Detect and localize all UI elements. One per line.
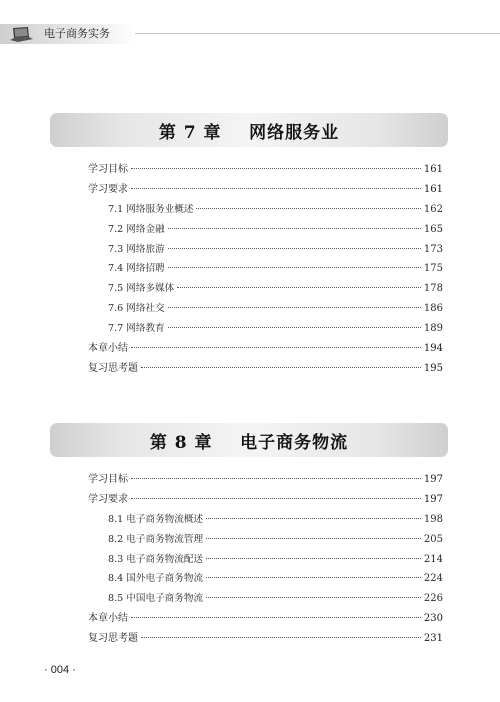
toc-entry[interactable] [88, 490, 443, 510]
toc-entry[interactable] [88, 339, 443, 359]
toc-entry-label: 7.7 网络教育 [108, 323, 165, 335]
toc-entry-page: 194 [423, 343, 443, 355]
toc-entry[interactable] [88, 160, 443, 180]
toc-entry-page: 214 [423, 553, 443, 565]
toc-entry[interactable] [88, 510, 443, 530]
toc-entry-page: 189 [423, 323, 443, 335]
chapter-7-title: 第 7 章 网络服务业 [158, 122, 340, 143]
chapter-7-toc [88, 160, 443, 379]
toc-entry-label: 学习目标 [88, 474, 128, 485]
toc-entry-label: 7.5 网络多媒体 [108, 283, 175, 295]
toc-entry-page: 197 [423, 493, 443, 505]
dot-leader [131, 188, 421, 189]
dot-leader [168, 228, 421, 229]
dot-leader [168, 248, 421, 249]
dot-leader [131, 168, 421, 169]
toc-entry-page: 173 [423, 243, 443, 255]
toc-entry-page: 165 [423, 223, 443, 235]
page-number: · 004 · [44, 664, 76, 676]
toc-entry-page: 161 [423, 183, 443, 195]
dot-leader [206, 577, 421, 578]
toc-entry-page: 230 [423, 613, 443, 625]
running-header [0, 20, 500, 46]
dot-leader [141, 367, 421, 368]
dot-leader [196, 208, 420, 209]
toc-entry[interactable] [88, 589, 443, 609]
toc-entry[interactable] [88, 299, 443, 319]
dot-leader [206, 538, 421, 539]
dot-leader [131, 617, 421, 618]
toc-entry-label: 本章小结 [88, 343, 128, 355]
toc-entry-label: 8.2 电子商务物流管理 [108, 533, 204, 545]
dot-leader [131, 478, 421, 479]
toc-entry[interactable] [88, 569, 443, 589]
dot-leader [177, 287, 421, 288]
toc-entry-page: 226 [423, 593, 443, 605]
toc-entry-label: 本章小结 [88, 613, 128, 625]
toc-entry-label: 学习要求 [88, 183, 128, 195]
chapter-8-heading-bar [50, 423, 448, 457]
toc-entry[interactable] [88, 319, 443, 339]
toc-entry[interactable] [88, 470, 443, 490]
toc-entry-label: 7.2 网络金融 [108, 223, 165, 235]
header-title: 电子商务实务 [44, 28, 110, 40]
toc-entry-page: 197 [423, 474, 443, 485]
toc-entry-label: 8.3 电子商务物流配送 [108, 553, 204, 565]
toc-entry[interactable] [88, 240, 443, 260]
dot-leader [206, 518, 421, 519]
toc-entry-label: 8.1 电子商务物流概述 [108, 513, 204, 525]
toc-entry[interactable] [88, 629, 443, 649]
toc-entry-page: 178 [423, 283, 443, 295]
toc-entry-label: 7.3 网络旅游 [108, 243, 165, 255]
toc-entry-page: 175 [423, 263, 443, 275]
toc-entry-page: 195 [423, 362, 443, 374]
toc-entry[interactable] [88, 609, 443, 629]
dot-leader [168, 267, 421, 268]
dot-leader [168, 307, 421, 308]
toc-entry[interactable] [88, 550, 443, 570]
dot-leader [168, 327, 421, 328]
toc-entry-label: 8.4 国外电子商务物流 [108, 573, 204, 585]
chapter-8-toc [88, 470, 443, 649]
toc-entry-page: 198 [423, 513, 443, 525]
chapter-7-heading-bar [50, 113, 448, 147]
toc-entry-label: 学习目标 [88, 164, 128, 175]
dot-leader [131, 347, 421, 348]
chapter-8-title: 第 8 章 电子商务物流 [149, 432, 349, 453]
toc-entry-label: 学习要求 [88, 493, 128, 505]
laptop-icon [8, 26, 34, 44]
toc-entry[interactable] [88, 279, 443, 299]
toc-entry-label: 7.1 网络服务业概述 [108, 203, 194, 215]
toc-entry-label: 复习思考题 [88, 362, 138, 374]
toc-entry-page: 224 [423, 573, 443, 585]
toc-entry[interactable] [88, 259, 443, 279]
toc-entry[interactable] [88, 530, 443, 550]
toc-entry[interactable] [88, 220, 443, 240]
toc-entry[interactable] [88, 180, 443, 200]
toc-entry-page: 161 [423, 164, 443, 175]
toc-entry-page: 231 [423, 633, 443, 645]
dot-leader [206, 597, 421, 598]
dot-leader [141, 637, 421, 638]
toc-entry-page: 205 [423, 533, 443, 545]
toc-entry-label: 复习思考题 [88, 633, 138, 645]
dot-leader [206, 558, 421, 559]
dot-leader [131, 498, 421, 499]
header-rule [135, 33, 500, 34]
toc-entry[interactable] [88, 359, 443, 379]
toc-entry-label: 7.4 网络招聘 [108, 263, 165, 275]
toc-entry-label: 8.5 中国电子商务物流 [108, 593, 204, 605]
toc-entry-page: 162 [423, 203, 443, 215]
toc-entry-label: 7.6 网络社交 [108, 303, 165, 315]
toc-entry[interactable] [88, 200, 443, 220]
toc-entry-page: 186 [423, 303, 443, 315]
